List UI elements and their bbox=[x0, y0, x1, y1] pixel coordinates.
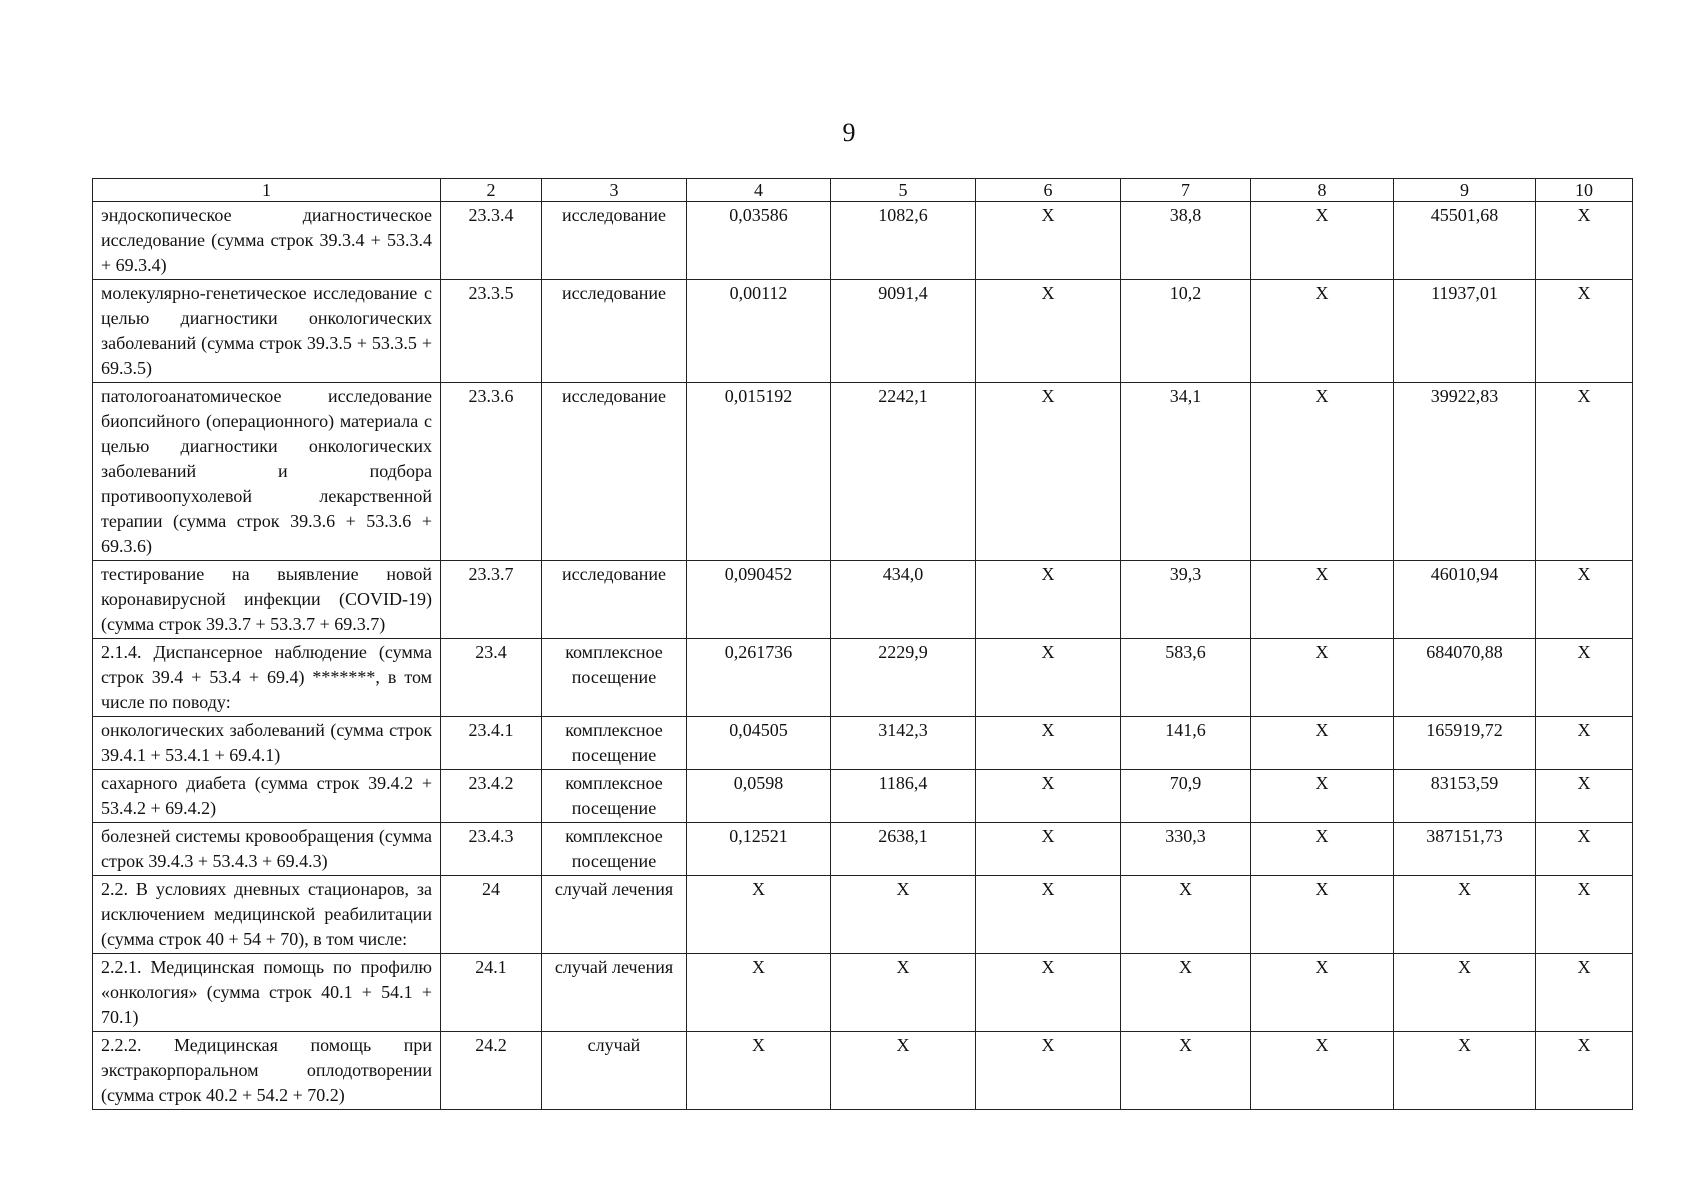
row-description: патологоанатомическое исследование биопсийного (операционного) материала с целью диагностики онкологических заболеваний и подбора противоопухолевой лекарственной терапии (сумма строк 39.3.6 + 53.3.6 + 69.3.6) bbox=[93, 383, 441, 561]
table-row bbox=[93, 639, 1633, 717]
cell-col4: Х bbox=[687, 954, 831, 1032]
table-row bbox=[93, 770, 1633, 823]
cell-col8: Х bbox=[1251, 770, 1394, 823]
cell-col10: Х bbox=[1536, 561, 1633, 639]
row-code: 24 bbox=[441, 876, 542, 954]
cell-col6: Х bbox=[976, 202, 1121, 280]
page-number: 9 bbox=[842, 118, 856, 147]
row-description: сахарного диабета (сумма строк 39.4.2 + 53.4.2 + 69.4.2) bbox=[93, 770, 441, 823]
cell-col9: 387151,73 bbox=[1394, 823, 1536, 876]
cell-col4: 0,03586 bbox=[687, 202, 831, 280]
cell-col7: Х bbox=[1121, 1032, 1251, 1110]
cell-col4: 0,12521 bbox=[687, 823, 831, 876]
header-cell: 5 bbox=[831, 179, 976, 202]
header-row bbox=[93, 179, 1633, 202]
cell-col9: 165919,72 bbox=[1394, 717, 1536, 770]
row-code: 23.3.5 bbox=[441, 280, 542, 383]
table-row bbox=[93, 823, 1633, 876]
cell-col10: Х bbox=[1536, 954, 1633, 1032]
cell-col9: Х bbox=[1394, 954, 1536, 1032]
cell-col10: Х bbox=[1536, 202, 1633, 280]
header-cell: 9 bbox=[1394, 179, 1536, 202]
row-code: 23.4 bbox=[441, 639, 542, 717]
cell-col4: 0,04505 bbox=[687, 717, 831, 770]
row-description: эндоскопическое диагностическое исследование (сумма строк 39.3.4 + 53.3.4 + 69.3.4) bbox=[93, 202, 441, 280]
cell-col8: Х bbox=[1251, 717, 1394, 770]
header-cell: 8 bbox=[1251, 179, 1394, 202]
row-unit: комплексное посещение bbox=[542, 823, 687, 876]
cell-col6: Х bbox=[976, 1032, 1121, 1110]
cell-col8: Х bbox=[1251, 876, 1394, 954]
header-cell: 2 bbox=[441, 179, 542, 202]
table-row bbox=[93, 202, 1633, 280]
cell-col10: Х bbox=[1536, 823, 1633, 876]
cell-col4: 0,015192 bbox=[687, 383, 831, 561]
cell-col4: 0,261736 bbox=[687, 639, 831, 717]
row-description: 2.2.1. Медицинская помощь по профилю «онкология» (сумма строк 40.1 + 54.1 + 70.1) bbox=[93, 954, 441, 1032]
row-unit: исследование bbox=[542, 202, 687, 280]
cell-col4: 0,0598 bbox=[687, 770, 831, 823]
cell-col5: 434,0 bbox=[831, 561, 976, 639]
row-description: 2.1.4. Диспансерное наблюдение (сумма строк 39.4 + 53.4 + 69.4) *******, в том числе по поводу: bbox=[93, 639, 441, 717]
header-cell: 10 bbox=[1536, 179, 1633, 202]
cell-col5: Х bbox=[831, 954, 976, 1032]
cell-col9: Х bbox=[1394, 876, 1536, 954]
cell-col5: 1186,4 bbox=[831, 770, 976, 823]
cell-col10: Х bbox=[1536, 876, 1633, 954]
cell-col7: 10,2 bbox=[1121, 280, 1251, 383]
table-row bbox=[93, 876, 1633, 954]
cell-col4: Х bbox=[687, 876, 831, 954]
row-code: 23.4.1 bbox=[441, 717, 542, 770]
row-description: молекулярно-генетическое исследование с целью диагностики онкологических заболеваний (сумма строк 39.3.5 + 53.3.5 + 69.3.5) bbox=[93, 280, 441, 383]
row-description: тестирование на выявление новой коронавирусной инфекции (COVID-19) (сумма строк 39.3.7 + 53.3.7 + 69.3.7) bbox=[93, 561, 441, 639]
row-unit: комплексное посещение bbox=[542, 770, 687, 823]
row-unit: исследование bbox=[542, 280, 687, 383]
cell-col7: 39,3 bbox=[1121, 561, 1251, 639]
cell-col7: 583,6 bbox=[1121, 639, 1251, 717]
row-unit: исследование bbox=[542, 383, 687, 561]
table-row bbox=[93, 561, 1633, 639]
cell-col6: Х bbox=[976, 717, 1121, 770]
cell-col7: Х bbox=[1121, 876, 1251, 954]
row-unit: случай bbox=[542, 1032, 687, 1110]
row-unit: случай лечения bbox=[542, 876, 687, 954]
table-row bbox=[93, 1032, 1633, 1110]
cell-col7: Х bbox=[1121, 954, 1251, 1032]
header-cell: 3 bbox=[542, 179, 687, 202]
cell-col10: Х bbox=[1536, 770, 1633, 823]
cell-col8: Х bbox=[1251, 954, 1394, 1032]
cell-col7: 70,9 bbox=[1121, 770, 1251, 823]
cell-col10: Х bbox=[1536, 639, 1633, 717]
header-cell: 6 bbox=[976, 179, 1121, 202]
cell-col6: Х bbox=[976, 383, 1121, 561]
cell-col5: Х bbox=[831, 876, 976, 954]
cell-col6: Х bbox=[976, 876, 1121, 954]
cell-col8: Х bbox=[1251, 280, 1394, 383]
cell-col9: Х bbox=[1394, 1032, 1536, 1110]
cell-col5: 2242,1 bbox=[831, 383, 976, 561]
row-unit: комплексное посещение bbox=[542, 717, 687, 770]
cell-col4: Х bbox=[687, 1032, 831, 1110]
cell-col7: 38,8 bbox=[1121, 202, 1251, 280]
cell-col9: 684070,88 bbox=[1394, 639, 1536, 717]
table-row bbox=[93, 280, 1633, 383]
header-cell: 7 bbox=[1121, 179, 1251, 202]
cell-col6: Х bbox=[976, 561, 1121, 639]
row-code: 23.3.6 bbox=[441, 383, 542, 561]
cell-col9: 39922,83 bbox=[1394, 383, 1536, 561]
row-description: болезней системы кровообращения (сумма строк 39.4.3 + 53.4.3 + 69.4.3) bbox=[93, 823, 441, 876]
cell-col9: 46010,94 bbox=[1394, 561, 1536, 639]
cell-col10: Х bbox=[1536, 383, 1633, 561]
table-row bbox=[93, 954, 1633, 1032]
cell-col7: 141,6 bbox=[1121, 717, 1251, 770]
cell-col9: 45501,68 bbox=[1394, 202, 1536, 280]
cell-col6: Х bbox=[976, 954, 1121, 1032]
header-cell: 1 bbox=[93, 179, 441, 202]
cell-col10: Х bbox=[1536, 1032, 1633, 1110]
row-description: 2.2. В условиях дневных стационаров, за исключением медицинской реабилитации (сумма строк 40 + 54 + 70), в том числе: bbox=[93, 876, 441, 954]
cell-col5: 2229,9 bbox=[831, 639, 976, 717]
cell-col8: Х bbox=[1251, 639, 1394, 717]
cell-col9: 11937,01 bbox=[1394, 280, 1536, 383]
row-code: 24.2 bbox=[441, 1032, 542, 1110]
cell-col6: Х bbox=[976, 639, 1121, 717]
header-cell: 4 bbox=[687, 179, 831, 202]
cell-col6: Х bbox=[976, 823, 1121, 876]
row-code: 23.3.4 bbox=[441, 202, 542, 280]
cell-col10: Х bbox=[1536, 717, 1633, 770]
cell-col6: Х bbox=[976, 280, 1121, 383]
data-table bbox=[92, 178, 1633, 1110]
table-row bbox=[93, 717, 1633, 770]
cell-col10: Х bbox=[1536, 280, 1633, 383]
row-description: 2.2.2. Медицинская помощь при экстракорпоральном оплодотворении (сумма строк 40.2 + 54.2 + 70.2) bbox=[93, 1032, 441, 1110]
row-code: 24.1 bbox=[441, 954, 542, 1032]
cell-col8: Х bbox=[1251, 561, 1394, 639]
cell-col7: 330,3 bbox=[1121, 823, 1251, 876]
cell-col8: Х bbox=[1251, 383, 1394, 561]
row-unit: комплексное посещение bbox=[542, 639, 687, 717]
row-unit: случай лечения bbox=[542, 954, 687, 1032]
row-unit: исследование bbox=[542, 561, 687, 639]
cell-col5: Х bbox=[831, 1032, 976, 1110]
cell-col8: Х bbox=[1251, 823, 1394, 876]
cell-col4: 0,090452 bbox=[687, 561, 831, 639]
cell-col6: Х bbox=[976, 770, 1121, 823]
cell-col5: 1082,6 bbox=[831, 202, 976, 280]
cell-col8: Х bbox=[1251, 1032, 1394, 1110]
cell-col5: 2638,1 bbox=[831, 823, 976, 876]
row-code: 23.4.3 bbox=[441, 823, 542, 876]
cell-col7: 34,1 bbox=[1121, 383, 1251, 561]
cell-col5: 9091,4 bbox=[831, 280, 976, 383]
cell-col5: 3142,3 bbox=[831, 717, 976, 770]
row-code: 23.4.2 bbox=[441, 770, 542, 823]
cell-col4: 0,00112 bbox=[687, 280, 831, 383]
row-code: 23.3.7 bbox=[441, 561, 542, 639]
cell-col8: Х bbox=[1251, 202, 1394, 280]
table-row bbox=[93, 383, 1633, 561]
row-description: онкологических заболеваний (сумма строк 39.4.1 + 53.4.1 + 69.4.1) bbox=[93, 717, 441, 770]
cell-col9: 83153,59 bbox=[1394, 770, 1536, 823]
